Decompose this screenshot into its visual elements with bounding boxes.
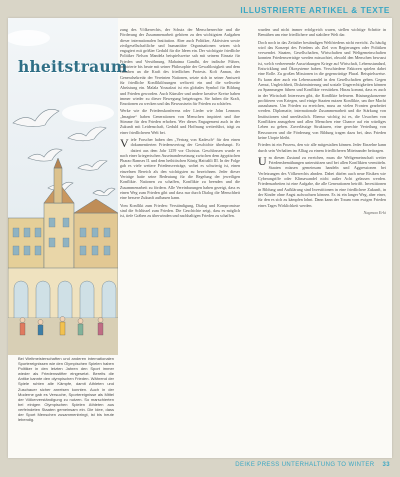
paragraph-with-dropcap [120, 137, 240, 201]
article-column-1 [120, 27, 240, 220]
article-title: hheitstraum [18, 57, 128, 76]
footer-text: DEIKE PRESS UNTERHALTUNG TO WINTER [235, 462, 375, 468]
paragraph: Frieden ist ein Prozess, den wir alle mitgestalten können. Jeder Einzelne kann durch sein Verhalten im Alltag zu einem friedlicheren Miteinander beitragen. [258, 142, 386, 153]
dropcap: U [258, 153, 267, 168]
author-signature: Nagmaa Erki [363, 209, 386, 215]
page-number: 33 [382, 462, 390, 468]
section-header: ILLUSTRIERTE ARTIKEL & TEXTE [240, 6, 390, 15]
paragraph: wurden und nicht immer erfolgreich waren, stellen wichtige Schritte in Bemühen um eine friedlichere und stabilere Welt dar. [258, 27, 386, 38]
paragraph: Vom Konflikt zum Frieden: Verständigung, Dialog und Kompromisse sind die Schlüssel zum Frieden. Die Geschichte zeigt, dass es möglich ist, tiefe Gräben zu überwinden und nachhaltigen Frieden zu schaffen. [120, 202, 240, 219]
article-column-2 [258, 27, 386, 215]
paragraph: Werke wie die Friedenskonferenz oder Lieder wie John Lennons „Imagine“ haben Generationen von Menschen inspiriert und ihre Stimme für den Frieden erhoben. Wer dieses Engagement auch in der Zukunft mit Leidenschaft, Geduld und Hoffnung weiterführt, trägt zu einer friedlicheren Welt bei. [120, 108, 240, 135]
paragraph-with-dropcap [258, 155, 386, 208]
paragraph: Doch noch in das Zeitalter beständigen Weltfriedens nicht erreicht. Zu häufig wird das Konzept des Friedens als Ziel von Regierungen oder Politiken verwendet. Staaten, Gesellschaften, Wirtschaften und Weltgemeinschaften konnten Friedensverträge werden missachtet, obwohl den Menschen bewusst ist, welch verheerende Auswirkungen Kriege auf Wirtschaft, Lebensstandard, Entwicklung und Ökosysteme haben. Verschiedene Faktoren spielen dabei eine Rolle. Zu großen Missionen in die gegenwärtige Plural. Beispielsweise. Es kann aber auch ein Lebenswandel in den Gesellschaften geben. Gegen Armut, Ungleichheit, Diskriminierung und soziale Ungerechtigkeiten können zu Spannungen führen und Konflikte verstärken. Hinzu kommt, dass es auch in der Wirtschaft Interessen gibt, die Konflikte befeuern. Rüstungskonzerne profitieren von Kriegen, und einige Staaten nutzen Konflikte, um ihre Macht auszubauen. Um Frieden zu erreichen, muss an vielen Fronten gearbeitet werden. Diplomatie, internationale Zusammenarbeit und die Stärkung von Institutionen sind unerlässlich. Ebenso wichtig ist es, die Ursachen von Konflikten anzugehen und allen Menschen eine Chance auf ein würdiges Leben zu geben. Zuverlässige Strukturen, eine gerechte Verteilung von Ressourcen und die Förderung von Bildung tragen dazu bei, dass Frieden keine Utopie bleibt. [258, 39, 386, 140]
paragraph: zung des Völkerrechts, der Schutz der Menschenrechte und die Förderung der Zusammenarbeit gehören zu den wichtigsten Aufgaben dieser internationalen Institution. Aber auch Politiker, Aktivisten sowie zivilgesellschaftliche und humanitäre Organisationen setzen sich engagiert mit größter Geduld für die Ideen ein. Der wichtigste friedliche Politiker Nelson Mandela beispielsweise sah mit seinem Einsatz für Frieden und Versöhnung. Mahatma Gandhi, der indische Führer, inspirierte bis heute mit seiner Philosophie der Gewaltlosigkeit und dem Glauben an die Kraft des friedlichen Protests. Kofi Annan, der Generalsekretär der Vereinten Nationen, setzte sich in seiner Amtszeit für friedliche Konfliktlösungen weltweit ein und die weltweite Abrüstung ein. Malala Yousafzai ist ein globales Symbol für Bildung und Frieden geworden. Auch Künstler und andere kreative Kreise haben immer wieder zu dieser Bewegung beigetragen. Sie haben die Kraft, Emotionen zu wecken und das Bewusstsein für Frieden zu schärfen. [120, 27, 240, 107]
page-footer [200, 462, 390, 468]
paragraph-text: m diesen Zustand zu erreichen, muss die Weltgemeinschaft weiter Friedensbemühungen unterstützen und bei allen Konflikten vermitteln. Staaten müssen gemeinsam handeln und Aggressionen bei Verletzungen des Völkerrechts ahnden. Dabei dürfen auch neue Risiken wie Cyberangriffe oder Klimawandel nicht außer Acht gelassen werden. Friedensarbeiten ist eine Aufgabe, die alle Generationen betrifft. Investitionen in Bildung und Aufklärung sind Investitionen in eine friedlichere Zukunft, in der Kinder ohne Angst aufwachsen können. Es ist ein langer Weg, aber einer, für den es sich zu kämpfen lohnt. Dann kann der Traum vom ewigen Frieden eines Tages Wirklichkeit werden. [258, 154, 386, 208]
dropcap: V [120, 135, 129, 150]
image-caption: Bei Weltmeisterschaften und anderen internationalen Sportereignissen wie den Olympischen Spielen haben Politiker in den letzten Jahren den Sport immer wieder als Friedensstifter eingesetzt. Bereits die Antike kannte den olympischen Frieden. Während der Spiele ruhten alle Kämpfe, damit Athleten und Zuschauer sicher anreisen konnten. Auch in der Moderne gab es Versuche, Sportereignisse als Mittel der Völkerverständigung zu nutzen. So marschierten bei einigen Olympischen Spielen Athleten aus verfeindeten Staaten gemeinsam ein. Die Idee, dass der Sport Menschen zusammenbringt, ist bis heute lebendig. [18, 356, 114, 423]
paragraph-text: iele Forscher haben den „Vertrag von Kadesch“ für den einen dokumentierten Friedensvertrag der Geschichte überhaupt. Er datiert aus dem Jahr 1259 vor Christus. Geschlossen wurde er nach einer kriegerischen Auseinandersetzung zwischen dem ägyptischen Pharao Ramses II. und dem hethitischen König Hattušili III. In der Folge gab es viele weitere Friedensverträge, wobei es schwierig ist, einen einzelnen Bereich als den wichtigsten zu bezeichnen. Jeder dieser Verträge hatte seine Bedeutung für die Regelung der jeweiligen Konflikte. Nationen zu schaffen, Konflikte zu beenden und die Zusammenarbeit zu fördern. Alle Vereinbarungen haben gezeigt, dass es einen Weg zum Frieden gibt und dass nur durch Dialog die Menschheit eine bessere Zukunft aufbauen kann. [120, 136, 240, 201]
